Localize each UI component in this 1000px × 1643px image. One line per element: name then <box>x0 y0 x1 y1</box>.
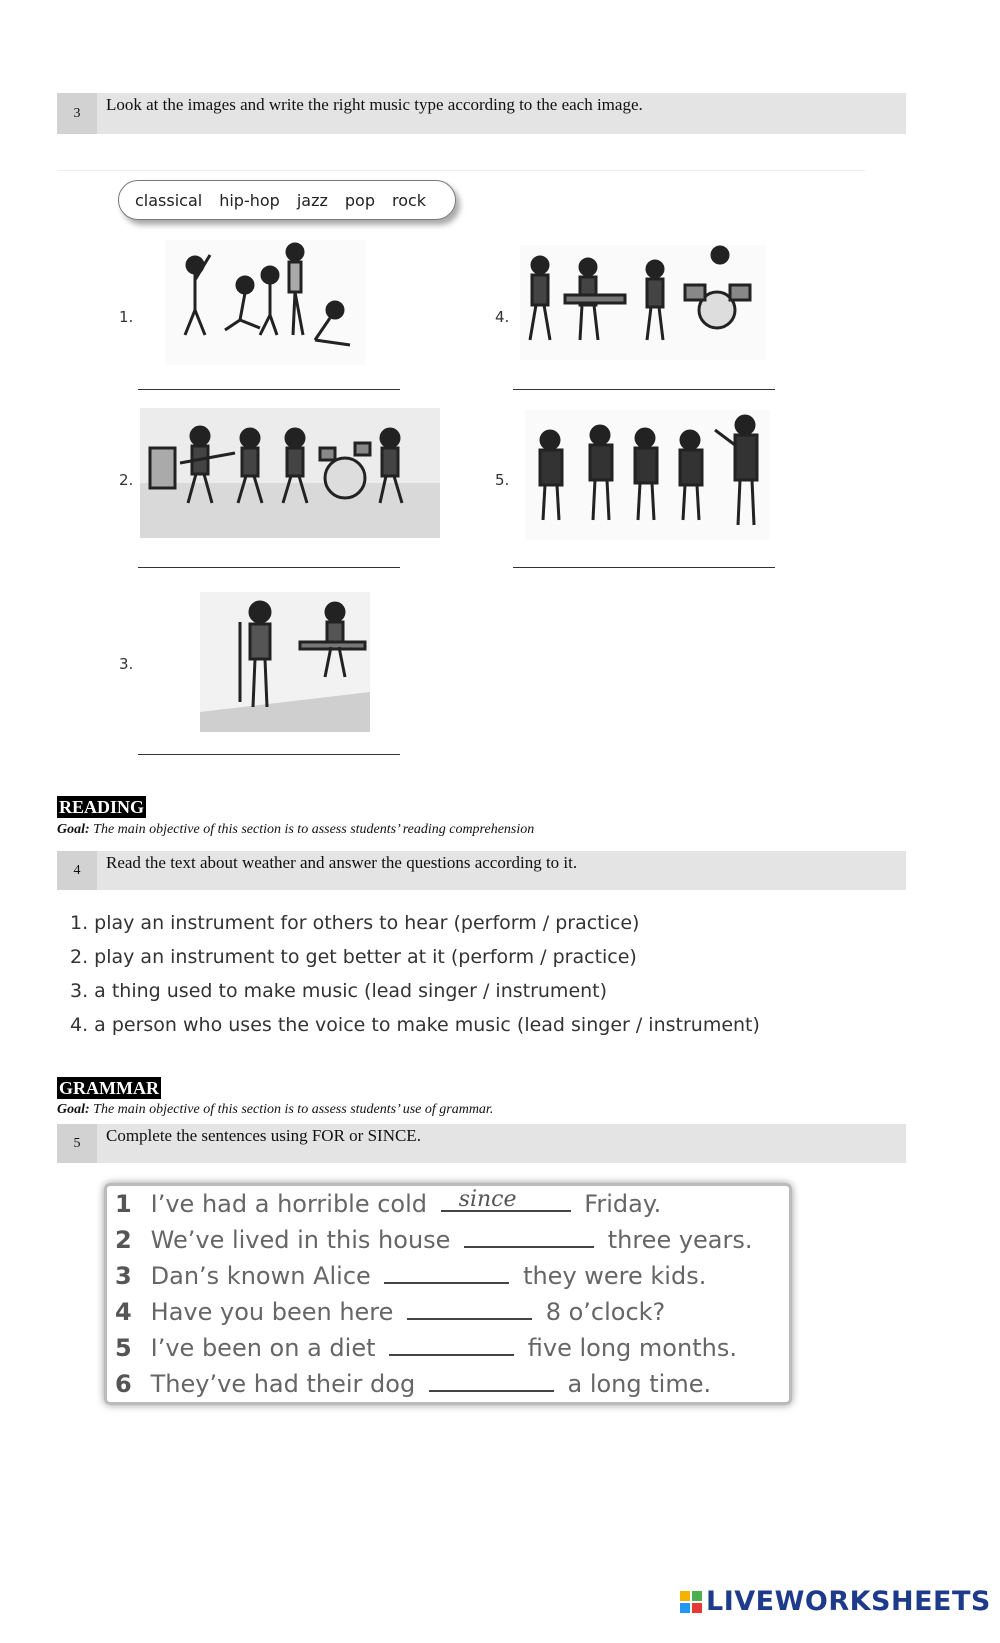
answer-blank[interactable] <box>441 1187 571 1212</box>
filled-answer: since <box>458 1187 517 1212</box>
sentence-end: 8 o’clock? <box>545 1298 666 1326</box>
exercise-5-header <box>57 1124 906 1163</box>
section-goal <box>57 1102 493 1118</box>
goal-text: The main objective of this section is to assess students’ use of grammar. <box>93 1102 494 1117</box>
word-bank-item: jazz <box>296 190 328 210</box>
word-bank-item: pop <box>344 190 375 210</box>
logo-text: LIVEWORKSHEETS <box>706 1586 991 1617</box>
sentence-start: We’ve lived in this house <box>150 1226 451 1254</box>
section-title: GRAMMAR <box>59 1078 159 1098</box>
word-bank <box>118 180 456 220</box>
sentence-row <box>115 1226 753 1254</box>
sentence-end: three years. <box>607 1226 753 1254</box>
list-item: 4. a person who uses the voice to make music (lead singer / instrument) <box>70 1014 760 1036</box>
sentence-start: Have you been here <box>150 1298 394 1326</box>
sentence-start: They’ve had their dog <box>150 1370 416 1398</box>
word-bank-item: hip-hop <box>219 190 280 210</box>
divider <box>57 170 865 171</box>
answer-line[interactable] <box>138 389 400 390</box>
list-item: 3. a thing used to make music (lead singer / instrument) <box>70 980 608 1002</box>
goal-label: Goal: <box>57 1102 90 1117</box>
exercise-instruction: Read the text about weather and answer the questions according to it. <box>106 853 578 872</box>
reading-questions <box>70 906 760 1042</box>
rock-band-picture <box>140 408 440 538</box>
answer-blank[interactable] <box>407 1300 532 1320</box>
sentence-row <box>115 1298 665 1326</box>
liveworksheets-logo[interactable] <box>680 1586 991 1617</box>
section-goal <box>57 822 534 838</box>
sentence-start: I’ve had a horrible cold <box>150 1190 428 1218</box>
exercise-number: 5 <box>57 1124 97 1163</box>
sentence-end: they were kids. <box>523 1262 707 1290</box>
sentence-row <box>115 1187 662 1218</box>
list-item: 1. play an instrument for others to hear (perform / practice) <box>70 912 640 934</box>
item-number: 5. <box>495 471 510 489</box>
exercise-4-header <box>57 851 906 890</box>
sentence-number: 4 <box>115 1298 132 1326</box>
sentence-end: five long months. <box>527 1334 737 1362</box>
word-bank-item: classical <box>135 190 203 210</box>
exercise-3-header <box>57 93 906 134</box>
item-number: 1. <box>119 308 134 326</box>
sentence-number: 1 <box>115 1190 132 1218</box>
logo-icon <box>680 1591 702 1613</box>
answer-blank[interactable] <box>389 1336 514 1356</box>
answer-blank[interactable] <box>384 1264 509 1284</box>
sentence-number: 2 <box>115 1226 132 1254</box>
exercise-number: 3 <box>57 93 97 134</box>
sentence-row <box>115 1262 706 1290</box>
sentence-row <box>115 1370 711 1398</box>
answer-line[interactable] <box>138 754 400 755</box>
classical-orchestra-picture <box>525 410 770 540</box>
item-number: 2. <box>119 471 134 489</box>
sentence-number: 6 <box>115 1370 132 1398</box>
exercise-number: 4 <box>57 851 97 890</box>
sentence-end: Friday. <box>584 1190 662 1218</box>
goal-label: Goal: <box>57 822 90 837</box>
hip-hop-dancers-picture <box>165 240 365 365</box>
grammar-exercise-box <box>104 1183 792 1405</box>
sentence-row <box>115 1334 737 1362</box>
answer-line[interactable] <box>138 567 400 568</box>
item-number: 4. <box>495 308 510 326</box>
sentence-number: 5 <box>115 1334 132 1362</box>
list-item: 2. play an instrument to get better at it (perform / practice) <box>70 946 637 968</box>
sentence-start: I’ve been on a diet <box>150 1334 376 1362</box>
answer-blank[interactable] <box>429 1372 554 1392</box>
answer-line[interactable] <box>513 567 775 568</box>
sentence-number: 3 <box>115 1262 132 1290</box>
exercise-instruction: Look at the images and write the right music type according to the each image. <box>106 95 643 114</box>
section-title: READING <box>59 797 145 817</box>
answer-line[interactable] <box>513 389 775 390</box>
word-bank-item: rock <box>391 190 427 210</box>
sentence-start: Dan’s known Alice <box>150 1262 371 1290</box>
sentence-end: a long time. <box>567 1370 712 1398</box>
pop-singer-picture <box>200 592 370 732</box>
answer-blank[interactable] <box>464 1228 594 1248</box>
item-number: 3. <box>119 655 134 673</box>
jazz-band-picture <box>520 245 765 360</box>
goal-text: The main objective of this section is to assess students’ reading comprehension <box>93 822 535 837</box>
exercise-instruction: Complete the sentences using FOR or SINCE. <box>106 1126 421 1145</box>
